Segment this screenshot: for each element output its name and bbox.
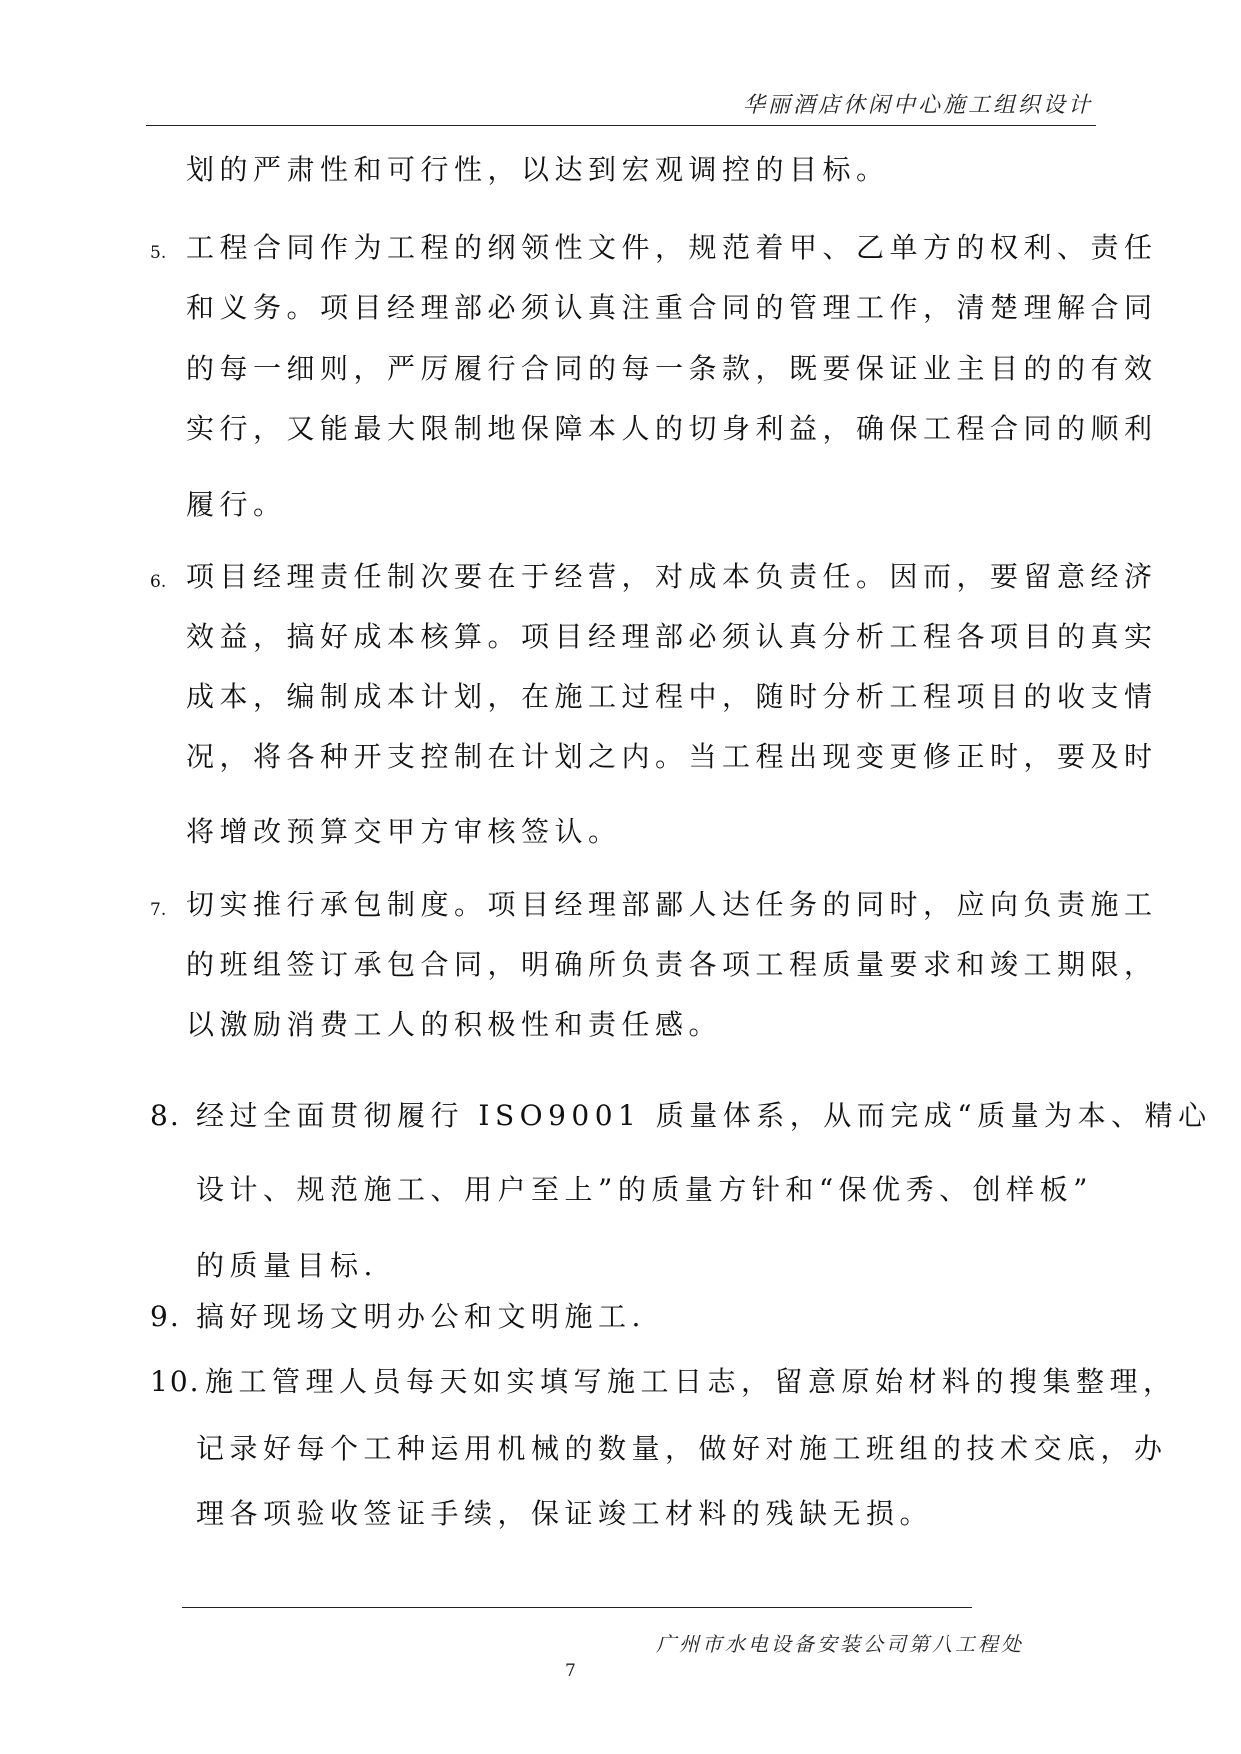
text-line: 切实推行承包制度。项目经理部鄙人达任务的同时，应向负责施工: [186, 888, 1158, 921]
text-line: 项目经理责任制次要在于经营，对成本负责任。因而，要留意经济: [186, 560, 1158, 593]
item-number: 8.: [150, 1099, 181, 1132]
item-number: 5.: [150, 243, 167, 263]
text-line: 将增改预算交甲方审核签认。: [186, 815, 622, 848]
text-line: 的每一细则，严厉履行合同的每一条款，既要保证业主目的的有效: [186, 352, 1158, 385]
text-line: 记录好每个工种运用机械的数量，做好对施工班组的技术交底，办: [196, 1432, 1168, 1465]
item-number: 7.: [150, 900, 167, 920]
item-number: 6.: [150, 572, 167, 592]
document-title: 华丽酒店休闲中心施工组织设计: [742, 93, 1093, 118]
text-line: 和义务。项目经理部必须认真注重合同的管理工作，清楚理解合同: [186, 291, 1158, 324]
text-line: 的班组签订承包合同，明确所负责各项工程质量要求和竣工期限，: [186, 948, 1158, 981]
text-line: 划的严肃性和可行性，以达到宏观调控的目标。: [186, 153, 890, 186]
text-line: 以激励消费工人的积极性和责任感。: [186, 1008, 723, 1041]
text-line: 成本，编制成本计划，在施工过程中，随时分析工程项目的收支情: [186, 680, 1158, 713]
text-line: 况，将各种开支控制在计划之内。当工程出现变更修正时，要及时: [186, 740, 1158, 773]
text-line: 理各项验收签证手续，保证竣工材料的残缺无损。: [196, 1497, 934, 1530]
text-line: 经过全面贯彻履行 ISO9001 质量体系，从而完成“质量为本、精心: [196, 1099, 1212, 1132]
text-line: 效益，搞好成本核算。项目经理部必须认真分析工程各项目的真实: [186, 620, 1158, 653]
text-line: 工程合同作为工程的纲领性文件，规范着甲、乙单方的权利、责任: [186, 231, 1158, 264]
text-line: 实行，又能最大限制地保障本人的切身利益，确保工程合同的顺利: [186, 412, 1158, 445]
text-line: 设计、规范施工、用户至上”的质量方针和“保优秀、创样板”: [196, 1173, 1093, 1206]
text-line: 施工管理人员每天如实填写施工日志，留意原始材料的搜集整理，: [205, 1365, 1177, 1398]
text-line: 的质量目标.: [196, 1249, 378, 1282]
text-line: 履行。: [186, 488, 287, 521]
header-divider: [146, 125, 1096, 126]
text-line: 搞好现场文明办公和文明施工.: [196, 1300, 646, 1333]
item-number: 9.: [150, 1300, 181, 1333]
item-number: 10.: [150, 1365, 201, 1398]
page-number: 7: [565, 1661, 576, 1681]
company-name: 广州市水电设备安装公司第八工程处: [656, 1632, 1024, 1656]
footer-divider: [182, 1607, 972, 1608]
